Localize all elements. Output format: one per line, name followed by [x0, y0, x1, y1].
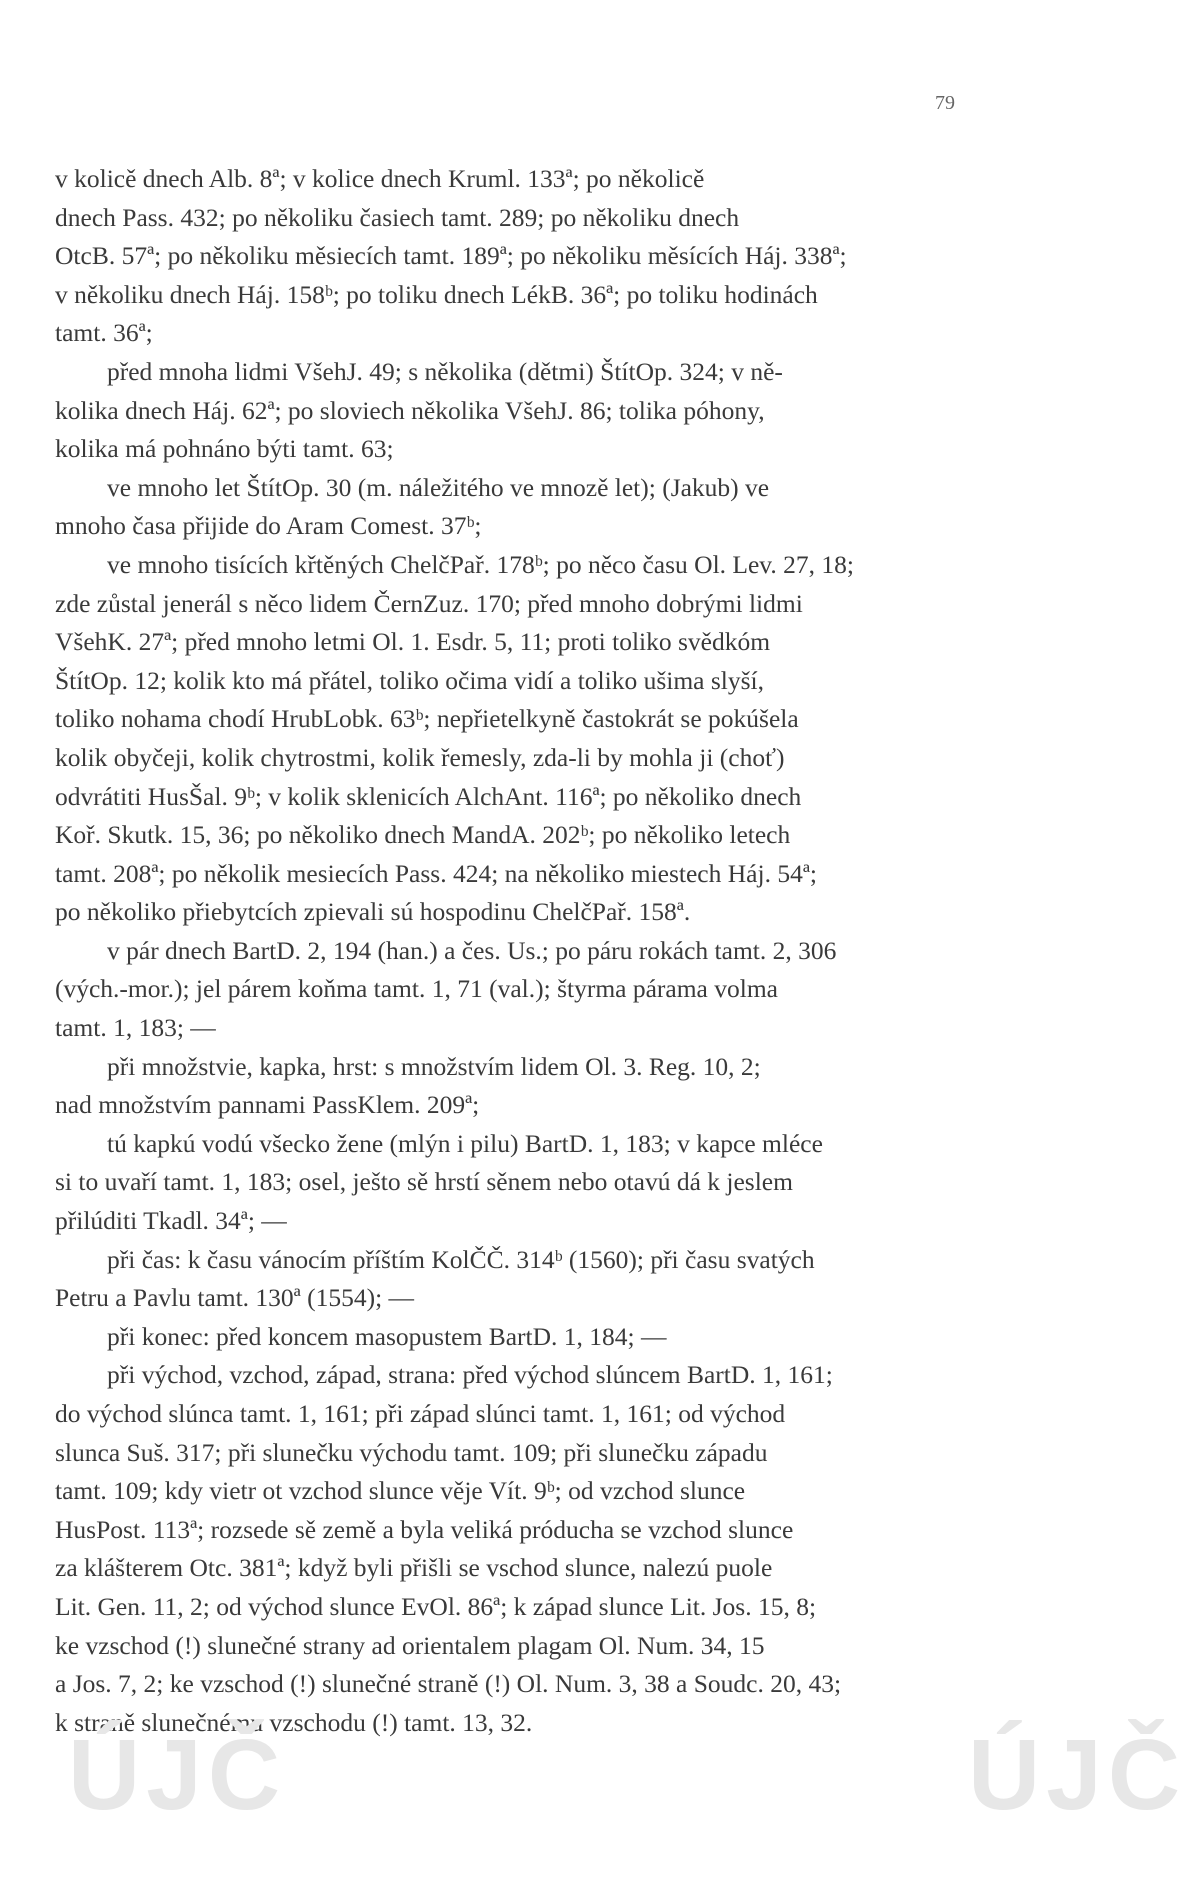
text-line: před mnoha lidmi VšehJ. 49; s několika (dětmi) ŠtítOp. 324; v ně- — [107, 356, 783, 386]
text-line: k straně slunečnému vzschodu (!) tamt. 13, 32. — [55, 1707, 533, 1737]
text-line: (vých.-mor.); jel párem koňma tamt. 1, 71 (val.); štyrma párama volma — [55, 974, 778, 1004]
text-line: v pár dnech BartD. 2, 194 (han.) a čes. Us.; po páru rokách tamt. 2, 306 — [107, 935, 837, 965]
text-line: při konec: před koncem masopustem BartD. 1, 184; — — [107, 1321, 667, 1351]
text-line: si to uvaří tamt. 1, 183; osel, ješto sě hrstí sěnem nebo otavú dá k jeslem — [55, 1167, 793, 1197]
text-line: přilúditi Tkadl. 34ª; — — [55, 1206, 287, 1236]
text-line: ŠtítOp. 12; kolik kto má přátel, toliko očima vidí a toliko ušima slyší, — [55, 665, 764, 695]
text-line: kolika dnech Háj. 62ª; po sloviech několika VšehJ. 86; tolika póhony, — [55, 395, 765, 425]
text-line: při východ, vzchod, západ, strana: před východ slúncem BartD. 1, 161; — [107, 1360, 833, 1390]
text-line: HusPost. 113ª; rozsede sě země a byla veliká próducha se vzchod slunce — [55, 1514, 794, 1544]
text-line: zde zůstal jenerál s něco lidem ČernZuz. 170; před mnoho dobrými lidmi — [55, 588, 803, 618]
text-line: kolika má pohnáno býti tamt. 63; — [55, 434, 394, 464]
text-line: při čas: k času vánocím příštím KolČČ. 314ᵇ (1560); při času svatých — [107, 1244, 815, 1274]
text-line: ve mnoho tisících křtěných ChelčPař. 178ᵇ; po něco času Ol. Lev. 27, 18; — [107, 549, 854, 579]
text-line: do východ slúnca tamt. 1, 161; při západ slúnci tamt. 1, 161; od východ — [55, 1399, 786, 1428]
text-line: tú kapkú vodú všecko žene (mlýn i pilu) BartD. 1, 183; v kapce mléce — [107, 1128, 823, 1158]
text-line: tamt. 208ª; po několik mesiecích Pass. 424; na několiko miestech Háj. 54ª; — [55, 858, 817, 888]
text-line: odvrátiti HusŠal. 9ᵇ; v kolik sklenicích AlchAnt. 116ª; po několiko dnech — [55, 781, 802, 811]
body-text — [55, 160, 969, 1742]
text-line: mnoho časa přijide do Aram Comest. 37ᵇ; — [55, 511, 482, 541]
text-line: dnech Pass. 432; po několiku časiech tamt. 289; po několiku dnech — [55, 202, 740, 232]
text-line: toliko nohama chodí HrubLobk. 63ᵇ; nepřietelkyně častokrát se pokúšela — [55, 704, 799, 734]
text-line: a Jos. 7, 2; ke vzschod (!) slunečné straně (!) Ol. Num. 3, 38 a Soudc. 20, 43; — [55, 1669, 842, 1699]
page-number: 79 — [935, 92, 955, 114]
watermark-left: ÚJČ — [68, 1719, 287, 1831]
text-line: v kolicě dnech Alb. 8ª; v kolice dnech Kruml. 133ª; po několicě — [55, 164, 705, 193]
text-line: Lit. Gen. 11, 2; od východ slunce EvOl. 86ª; k západ slunce Lit. Jos. 15, 8; — [55, 1591, 817, 1621]
text-line: slunca Suš. 317; při slunečku východu tamt. 109; při slunečku západu — [55, 1437, 768, 1467]
text-line: kolik obyčeji, kolik chytrostmi, kolik řemesly, zda-li by mohla ji (choť) — [55, 742, 785, 772]
text-line: za klášterem Otc. 381ª; když byli přišli se vschod slunce, nalezú puole — [55, 1553, 773, 1583]
text-line: v několiku dnech Háj. 158ᵇ; po toliku dnech LékB. 36ª; po toliku hodinách — [55, 279, 818, 309]
text-line: Petru a Pavlu tamt. 130ª (1554); — — [55, 1283, 415, 1313]
watermark-right: ÚJČ — [968, 1719, 1187, 1831]
text-line: ke vzschod (!) slunečné strany ad orientalem plagam Ol. Num. 34, 15 — [55, 1630, 765, 1660]
text-line: ve mnoho let ŠtítOp. 30 (m. náležitého ve mnozě let); (Jakub) ve — [107, 472, 770, 502]
text-line: při množstvie, kapka, hrst: s množstvím lidem Ol. 3. Reg. 10, 2; — [107, 1051, 761, 1081]
text-line: po několiko přiebytcích zpievali sú hospodinu ChelčPař. 158ª. — [55, 897, 691, 927]
text-line: tamt. 36ª; — [55, 318, 153, 348]
text-line: OtcB. 57ª; po několiku měsiecích tamt. 189ª; po několiku měsících Háj. 338ª; — [55, 241, 847, 271]
text-line: Koř. Skutk. 15, 36; po několiko dnech MandA. 202ᵇ; po několiko letech — [55, 820, 791, 850]
text-line: tamt. 1, 183; — — [55, 1013, 216, 1043]
text-line: VšehK. 27ª; před mnoho letmi Ol. 1. Esdr. 5, 11; proti toliko svědkóm — [55, 627, 771, 657]
text-line: tamt. 109; kdy vietr ot vzchod slunce věje Vít. 9ᵇ; od vzchod slunce — [55, 1476, 746, 1506]
text-line: nad množstvím pannami PassKlem. 209ª; — [55, 1090, 480, 1120]
